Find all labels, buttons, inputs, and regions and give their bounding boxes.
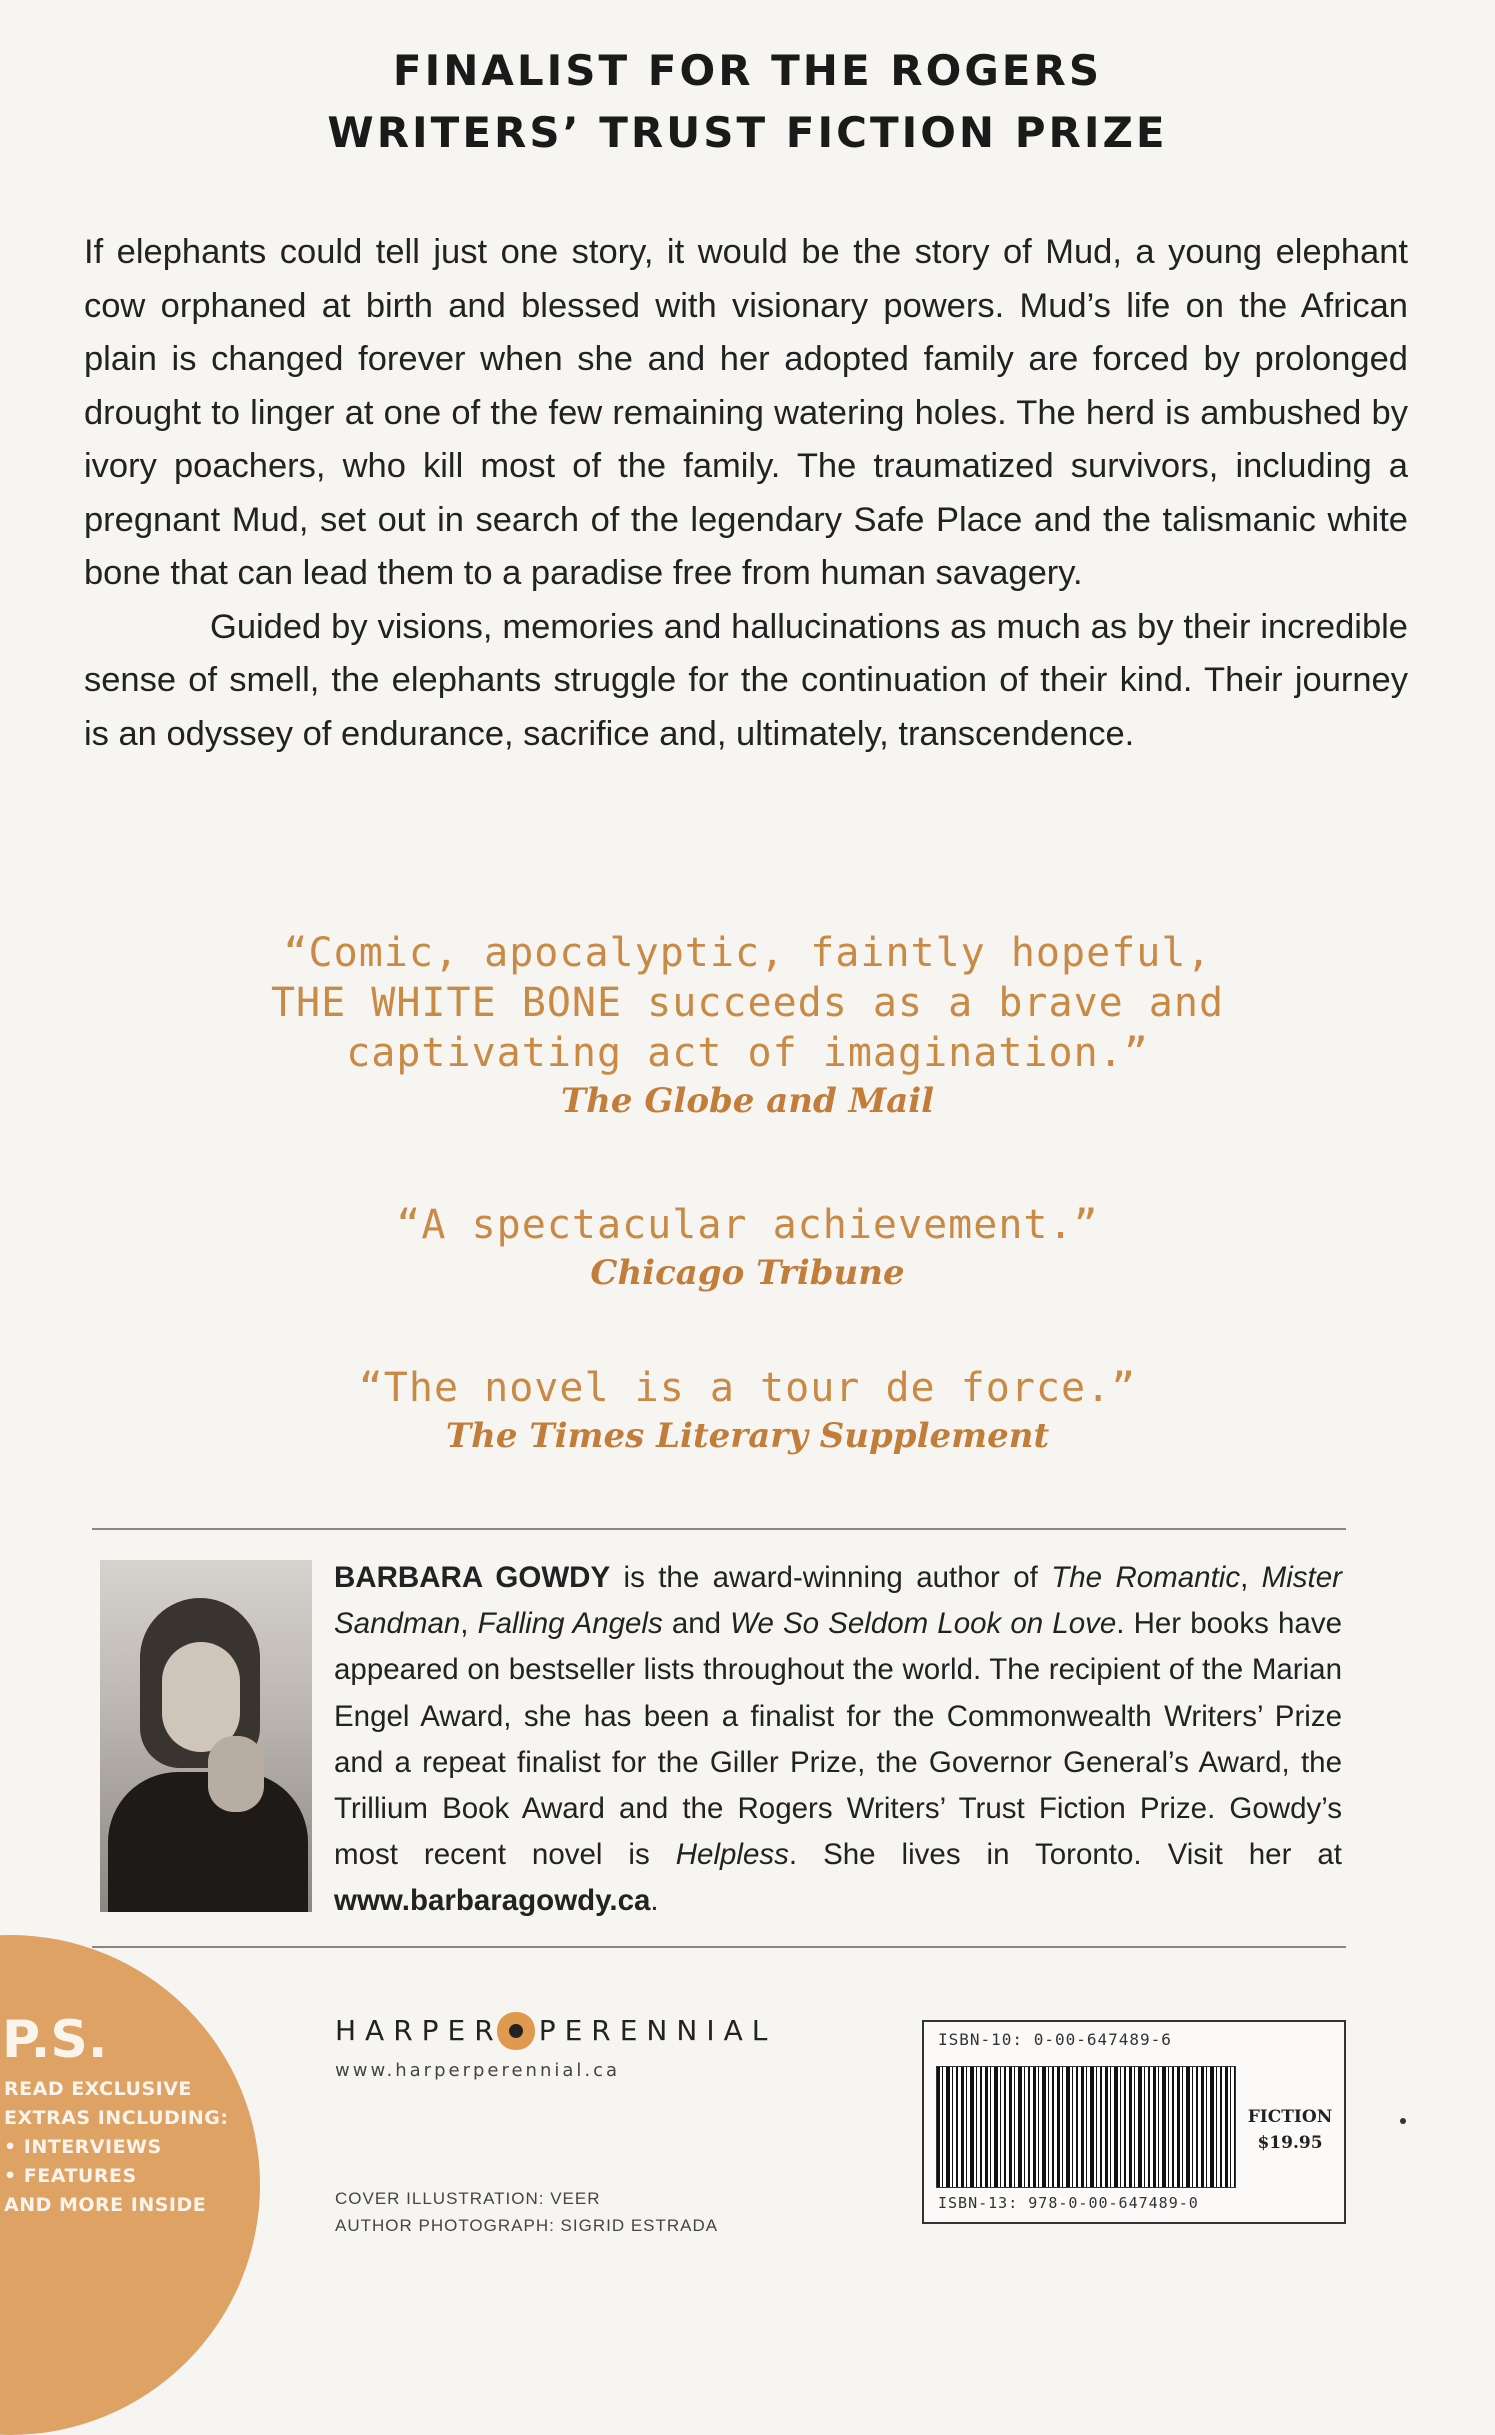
- review-quote-tls: [0, 1363, 1495, 1459]
- category-label: FICTION: [1247, 2107, 1333, 2127]
- ps-line: READ EXCLUSIVE: [4, 2078, 192, 2100]
- author-website: www.barbaragowdy.ca: [334, 1884, 651, 1918]
- blurb-paragraph-2: Guided by visions, memories and hallucinations as much as by their incredible sense of smell, the elephants struggle for the continuation of their kind. Their journey is an odyssey of endurance, sacrifice and, ultimately, transcendence.: [84, 607, 1408, 753]
- quote-line: THE WHITE BONE succeeds as a brave and: [270, 980, 1225, 1026]
- cover-credit: COVER ILLUSTRATION: VEER: [335, 2189, 601, 2208]
- bio-text: . She lives in Toronto. Visit her at: [788, 1838, 1343, 1872]
- quote-source: The Times Literary Supplement: [445, 1416, 1050, 1456]
- award-heading-line-1: FINALIST FOR THE ROGERS: [392, 46, 1103, 95]
- award-heading: [0, 40, 1495, 164]
- bio-text: ,: [460, 1607, 478, 1641]
- quote-line: “A spectacular achievement.”: [396, 1202, 1099, 1248]
- quote-line: “The novel is a tour de force.”: [358, 1365, 1137, 1411]
- quote-line: captivating act of imagination.”: [346, 1030, 1149, 1076]
- ps-extras-list: [4, 2075, 228, 2220]
- publisher-url: www.harperperennial.ca: [335, 2060, 621, 2081]
- quote-source: Chicago Tribune: [590, 1253, 905, 1293]
- divider-top: [92, 1528, 1346, 1530]
- author-photo: [100, 1560, 312, 1912]
- author-name: BARBARA GOWDY: [334, 1561, 611, 1594]
- bio-text: . Her books have appeared on bestseller lists throughout the world. The recipient of the Marian Engel Award, she has been a finalist for the Commonwealth Writers’ Prize and a repeat finalist for the Giller Prize, the Governor General’s Award, the Trillium Book Award and the Rogers Writers’ Trust Fiction Prize. Gowdy’s most recent novel is: [334, 1607, 1342, 1872]
- review-quote-globe: [0, 928, 1495, 1124]
- quote-line: “Comic, apocalyptic, faintly hopeful,: [283, 930, 1212, 976]
- isbn-10: ISBN-10: 0-00-647489-6: [938, 2030, 1172, 2049]
- publisher-dot-icon: [509, 2024, 523, 2038]
- divider-bottom: [92, 1946, 1346, 1948]
- price-label: $19.95: [1257, 2133, 1323, 2153]
- book-title: Helpless: [675, 1838, 789, 1872]
- price-block: [1242, 2104, 1338, 2156]
- ps-line: AND MORE INSIDE: [4, 2194, 207, 2216]
- barcode-panel: [922, 2020, 1346, 2224]
- book-blurb: [84, 226, 1408, 761]
- book-title: We So Seldom Look on Love: [730, 1607, 1117, 1641]
- ps-title: P.S.: [2, 2010, 108, 2070]
- award-heading-line-2: WRITERS’ TRUST FICTION PRIZE: [327, 108, 1168, 157]
- publisher-logo: [335, 2014, 776, 2047]
- photo-credit: AUTHOR PHOTOGRAPH: SIGRID ESTRADA: [335, 2216, 719, 2235]
- book-title: Mister Sandman: [334, 1561, 1342, 1641]
- review-quote-tribune: [0, 1200, 1495, 1296]
- image-credits: [335, 2185, 718, 2239]
- bio-text: ,: [1240, 1561, 1262, 1594]
- quote-source: The Globe and Mail: [560, 1081, 935, 1121]
- book-title: The Romantic: [1051, 1561, 1241, 1594]
- isbn-13: ISBN-13: 978-0-00-647489-0: [938, 2194, 1199, 2212]
- dot-mark: [1400, 2118, 1406, 2124]
- ps-line: • FEATURES: [4, 2165, 137, 2187]
- bio-text: .: [650, 1884, 659, 1918]
- blurb-paragraph-1: If elephants could tell just one story, it would be the story of Mud, a young elephant cow orphaned at birth and blessed with visionary powers. Mud’s life on the African plain is changed forever when she and her adopted family are forced by prolonged drought to linger at one of the few remaining watering holes. The herd is ambushed by ivory poachers, who kill most of the family. The traumatized survivors, including a pregnant Mud, set out in search of the legendary Safe Place and the talismanic white bone that can lead them to a paradise free from human savagery.: [84, 233, 1408, 592]
- ps-line: EXTRAS INCLUDING:: [4, 2107, 229, 2129]
- bio-text: is the award-winning author of: [610, 1561, 1052, 1594]
- bio-text: and: [662, 1607, 731, 1641]
- barcode-icon: [936, 2066, 1236, 2188]
- book-title: Falling Angels: [477, 1607, 663, 1641]
- author-bio: [334, 1555, 1342, 1925]
- publisher-name-left: HARPER: [335, 2014, 503, 2047]
- ps-line: • INTERVIEWS: [4, 2136, 162, 2158]
- publisher-name-right: PERENNIAL: [538, 2014, 777, 2047]
